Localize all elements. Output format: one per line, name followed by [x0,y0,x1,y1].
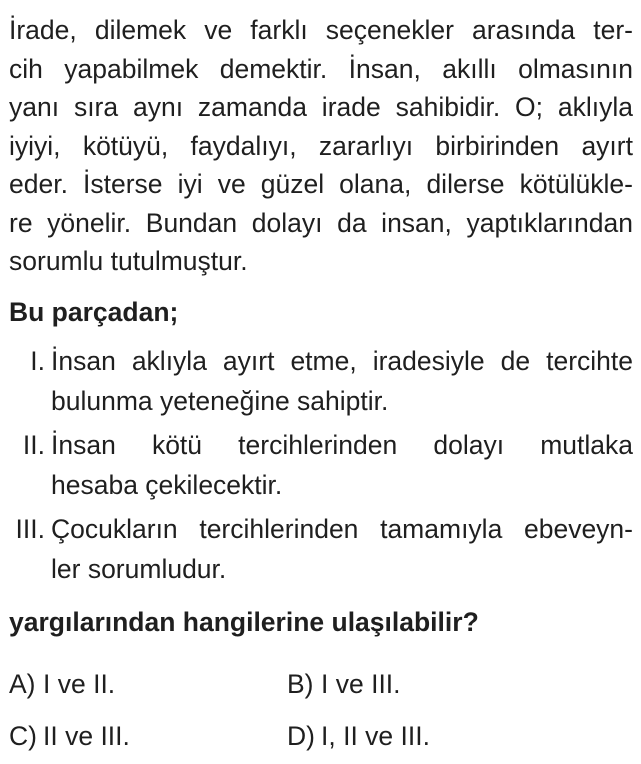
option-b[interactable] [287,665,587,703]
option-letter: B) [287,668,314,699]
option-text: I ve III. [321,668,401,699]
option-letter: D) [287,720,315,751]
option-c[interactable] [9,717,287,755]
option-a[interactable] [9,665,287,703]
passage-line: cih yapabilmek demektir. İnsan, akıllı olmasının [9,53,633,84]
statement-text [51,509,633,589]
answer-options [9,665,633,755]
statement-line: İnsan kötü tercihlerinden dolayı mutlaka [51,429,633,460]
passage-line: sorumlu tutulmuştur. [9,246,248,276]
option-letter: A) [9,668,36,699]
option-text: I, II ve III. [321,720,430,751]
statement-item [9,425,633,505]
question-prompt: yargılarından hangilerine ulaşılabilir? [9,606,479,637]
passage-lead-in: Bu parçadan; [9,296,179,327]
statement-text [51,425,633,505]
statement-line: İnsan aklıyla ayırt etme, iradesiyle de tercihte [51,345,633,376]
statement-number: I. [30,345,45,376]
statement-number: II. [22,429,45,460]
option-text: II ve III. [43,720,130,751]
passage-line: İrade, dilemek ve farklı seçenekler arasında ter- [9,15,633,45]
statement-text [51,341,633,421]
statement-line: hesaba çekilecektir. [51,469,283,500]
statement-line: Çocukların tercihlerinden tamamıyla ebeveyn- [51,513,633,544]
option-text: I ve II. [43,668,116,699]
passage-line: iyiyi, kötüyü, faydalıyı, zararlıyı birbirinden ayırt [9,130,633,161]
statement-number: III. [15,513,45,544]
passage-line: re yönelir. Bundan dolayı da insan, yaptıklarından [9,207,633,238]
statement-item [9,341,633,421]
statement-line: ler sorumludur. [51,553,227,584]
statement-item [9,509,633,589]
statement-list [9,341,633,589]
question-page [9,11,633,755]
question-passage [9,11,633,281]
passage-line: eder. İsterse iyi ve güzel olana, dilerse kötülükle- [9,169,633,199]
statement-line: bulunma yeteneğine sahiptir. [51,385,389,416]
option-d[interactable] [287,717,587,755]
option-letter: C) [9,720,37,751]
passage-line: yanı sıra aynı zamanda irade sahibidir. O; aklıyla [9,92,633,122]
